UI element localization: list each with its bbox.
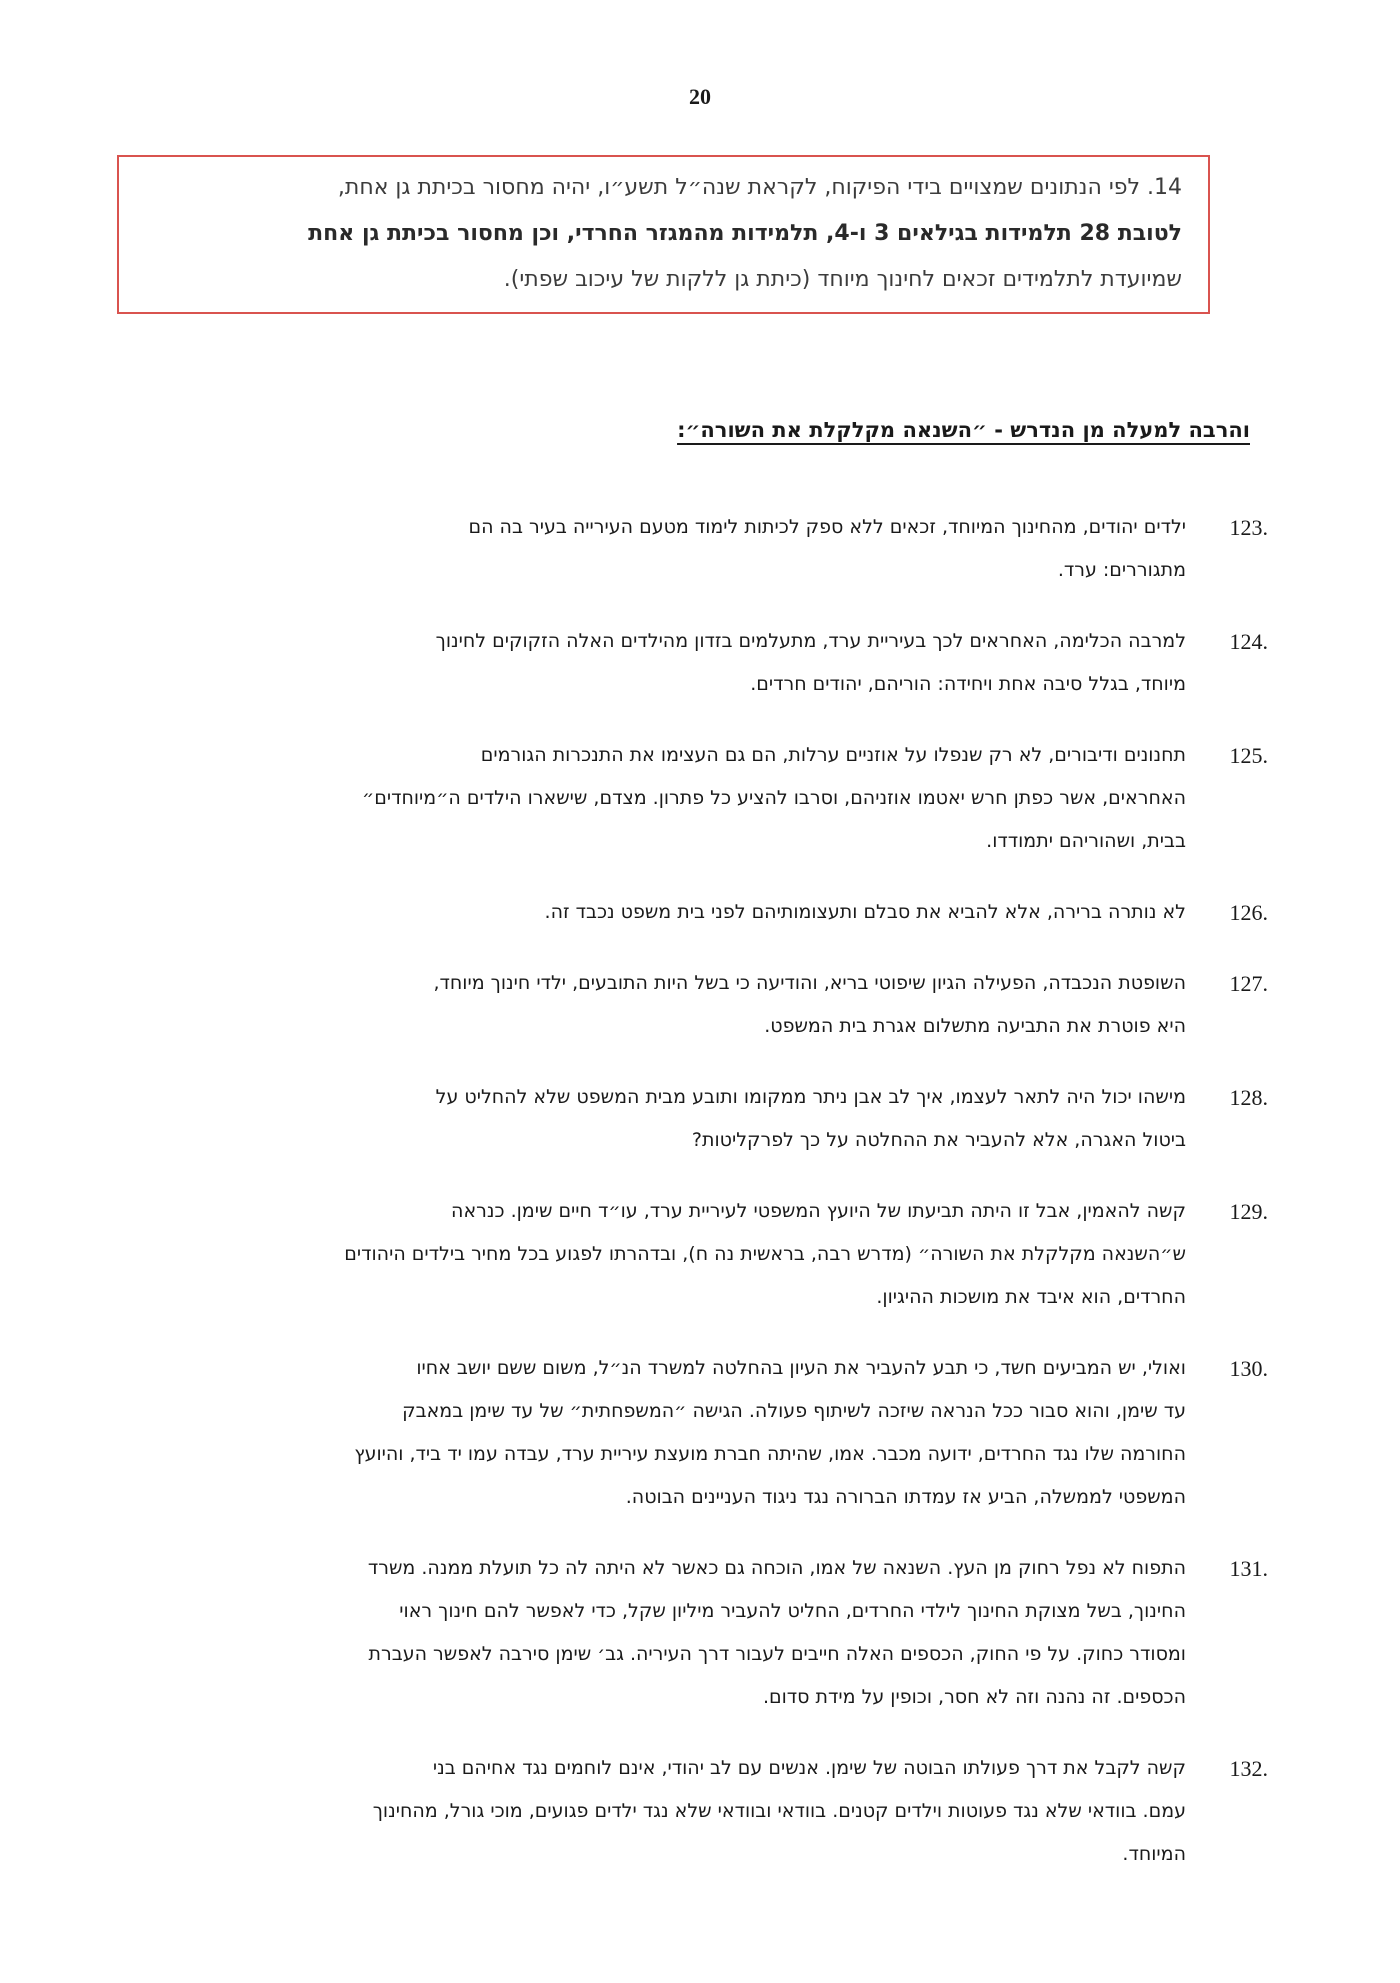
paragraph-line: ביטול האגרה, אלא להעביר את ההחלטה על כך לפרקליטות? [691,1129,1186,1151]
paragraph-line: המשפטי לממשלה, הביע אז עמדתו הברורה נגד ניגוד העניינים הבוטה. [625,1486,1186,1508]
quoted-excerpt-box [117,155,1210,314]
paragraph-130 [128,1347,1268,1519]
paragraph-line: החרדים, הוא איבד את מושכות ההיגיון. [876,1286,1186,1308]
paragraph-number: 123. [1229,515,1268,540]
paragraph-text [128,1190,1186,1319]
paragraph-128 [128,1076,1268,1162]
paragraph-number: 131. [1229,1556,1268,1581]
paragraph-number: 124. [1229,629,1268,654]
paragraph-line: השופטת הנכבדה, הפעילה הגיון שיפוטי בריא, והודיעה כי בשל היות התובעים, ילדי חינוך מיוחד, [433,972,1186,994]
paragraph-number: 130. [1229,1356,1268,1381]
paragraph-line: ואולי, יש המביעים חשד, כי תבע להעביר את העיון בהחלטה למשרד הנ״ל, משום ששם יושב אחיו [416,1357,1186,1379]
paragraph-127 [128,962,1268,1048]
paragraph-text [128,1747,1186,1876]
quote-line: לטובת 28 תלמידות בגילאים 3 ו-4, תלמידות מהמגזר החרדי, וכן מחסור בכיתת גן אחת [308,221,1182,246]
paragraph-124 [128,620,1268,706]
paragraph-line: ש״השנאה מקלקלת את השורה״ (מדרש רבה, בראשית נה ח), ובדהרתו לפגוע בכל מחיר בילדים היהודים [344,1243,1186,1265]
quote-line: שמיועדת לתלמידים זכאים לחינוך מיוחד (כיתת גן ללקות של עיכוב שפתי). [503,267,1182,292]
paragraph-line: מיוחד, בגלל סיבה אחת ויחידה: הוריהם, יהודים חרדים. [750,673,1186,695]
paragraph-number: 128. [1229,1085,1268,1110]
paragraph-line: עד שימן, והוא סבור ככל הנראה שיזכה לשיתוף פעולה. הגישה ״המשפחתית״ של עד שימן במאבק [402,1400,1186,1422]
paragraph-131 [128,1547,1268,1719]
paragraph-number: 132. [1229,1756,1268,1781]
paragraph-123 [128,506,1268,592]
paragraph-number: 125. [1229,743,1268,768]
paragraph-line: קשה להאמין, אבל זו היתה תביעתו של היועץ המשפטי לעיריית ערד, עו״ד חיים שימן. כנראה [451,1200,1186,1222]
page-number: 20 [689,84,711,109]
paragraph-line: עמם. בוודאי שלא נגד פעוטות וילדים קטנים. בוודאי ובוודאי שלא נגד ילדים פגועים, מוכי גורל, מהחינוך [372,1800,1186,1822]
paragraph-text [128,891,1186,934]
paragraph-line: הכספים. זה נהנה וזה לא חסר, וכופין על מידת סדום. [762,1686,1186,1708]
paragraph-text [128,506,1186,592]
paragraph-text [128,1347,1186,1519]
quote-line: 14. לפי הנתונים שמצויים בידי הפיקוח, לקראת שנה״ל תשע״ו, יהיה מחסור בכיתת גן אחת, [337,175,1182,200]
section-heading: והרבה למעלה מן הנדרש - ״השנאה מקלקלת את השורה״: [677,418,1250,442]
paragraph-126 [128,891,1268,934]
paragraph-line: היא פוטרת את התביעה מתשלום אגרת בית המשפט. [764,1015,1186,1037]
paragraph-text [128,1076,1186,1162]
paragraph-129 [128,1190,1268,1319]
numbered-paragraphs [128,506,1268,1904]
paragraph-125 [128,734,1268,863]
paragraph-line: מישהו יכול היה לתאר לעצמו, איך לב אבן ניתר ממקומו ותובע מבית המשפט שלא להחליט על [435,1086,1186,1108]
paragraph-text [128,620,1186,706]
paragraph-line: למרבה הכלימה, האחראים לכך בעיריית ערד, מתעלמים בזדון מהילדים האלה הזקוקים לחינוך [435,630,1186,652]
paragraph-number: 129. [1229,1199,1268,1224]
paragraph-line: מתגוררים: ערד. [1057,559,1186,581]
paragraph-line: החורמה שלו נגד החרדים, ידועה מכבר. אמו, שהיתה חברת מועצת עיריית ערד, עבדה עמו יד ביד, והיועץ [354,1443,1186,1465]
paragraph-line: קשה לקבל את דרך פעולתו הבוטה של שימן. אנשים עם לב יהודי, אינם לוחמים נגד אחיהם בני [432,1757,1186,1779]
paragraph-text [128,734,1186,863]
paragraph-text [128,1547,1186,1719]
paragraph-line: תחנונים ודיבורים, לא רק שנפלו על אוזניים ערלות, הם גם העצימו את התנכרות הגורמים [480,744,1186,766]
paragraph-text [128,962,1186,1048]
paragraph-line: המיוחד. [1122,1843,1186,1865]
paragraph-line: החינוך, בשל מצוקת החינוך לילדי החרדים, החליט להעביר מיליון שקל, כדי לאפשר להם חינוך ראוי [399,1600,1186,1622]
paragraph-line: בבית, ושהוריהם יתמודדו. [986,830,1186,852]
paragraph-number: 126. [1229,900,1268,925]
paragraph-132 [128,1747,1268,1876]
paragraph-line: האחראים, אשר כפתן חרש יאטמו אוזניהם, וסרבו להציע כל פתרון. מצדם, שישארו הילדים ה״מיוחדים״ [361,787,1186,809]
paragraph-line: ילדים יהודים, מהחינוך המיוחד, זכאים ללא ספק לכיתות לימוד מטעם העירייה בעיר בה הם [468,516,1186,538]
paragraph-line: התפוח לא נפל רחוק מן העץ. השנאה של אמו, הוכחה גם כאשר לא היתה לה כל תועלת ממנה. משרד [367,1557,1186,1579]
paragraph-number: 127. [1229,971,1268,996]
paragraph-line: לא נותרה ברירה, אלא להביא את סבלם ותעצומותיהם לפני בית משפט נכבד זה. [544,901,1186,923]
paragraph-line: ומסודר כחוק. על פי החוק, הכספים האלה חייבים לעבור דרך העיריה. גב׳ שימן סירבה לאפשר העברת [368,1643,1186,1665]
